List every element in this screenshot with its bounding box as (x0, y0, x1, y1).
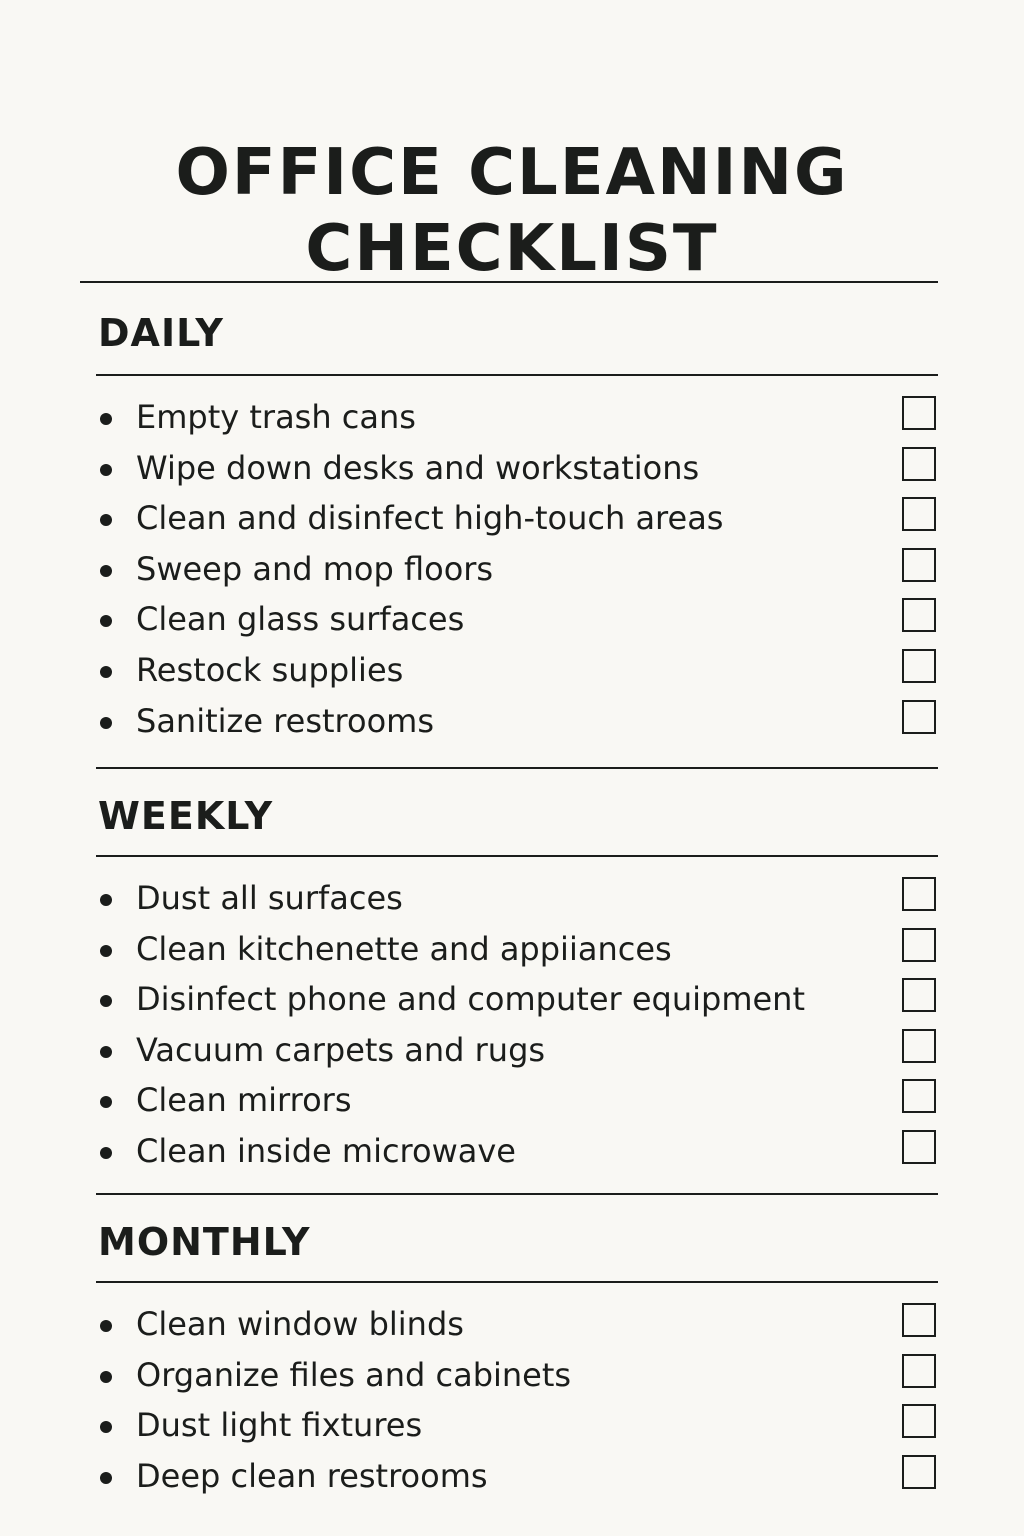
section-divider-monthly (96, 1281, 938, 1283)
page-title (0, 135, 1024, 287)
list-item (96, 596, 938, 647)
list-item (96, 1453, 938, 1504)
bullet-icon (100, 717, 112, 729)
list-item (96, 546, 938, 597)
bullet-icon (100, 995, 112, 1007)
bullet-icon (100, 1371, 112, 1383)
list-item (96, 1077, 938, 1128)
section-divider-weekly (96, 855, 938, 857)
daily-task-list (96, 394, 938, 748)
list-item (96, 875, 938, 926)
bullet-icon (100, 894, 112, 906)
section-heading-monthly: MONTHLY (98, 1220, 311, 1264)
page-title-line-2: CHECKLIST (305, 211, 719, 286)
task-label: Organize files and cabinets (136, 1355, 572, 1394)
task-checkbox[interactable] (902, 928, 936, 962)
task-label: Disinfect phone and computer equipment (136, 980, 805, 1019)
task-label: Clean mirrors (136, 1081, 352, 1120)
bullet-icon (100, 1096, 112, 1108)
task-label: Clean kitchenette and appiiances (136, 929, 672, 968)
bullet-icon (100, 945, 112, 957)
list-item (96, 495, 938, 546)
list-item (96, 976, 938, 1027)
list-item (96, 647, 938, 698)
task-checkbox[interactable] (902, 396, 936, 430)
task-label: Clean inside microwave (136, 1131, 516, 1170)
bullet-icon (100, 1046, 112, 1058)
task-checkbox[interactable] (902, 649, 936, 683)
task-label: Sweep and mop floors (136, 549, 494, 588)
task-checkbox[interactable] (902, 978, 936, 1012)
bullet-icon (100, 514, 112, 526)
task-checkbox[interactable] (902, 1354, 936, 1388)
list-item (96, 445, 938, 496)
task-checkbox[interactable] (902, 1455, 936, 1489)
task-checkbox[interactable] (902, 1130, 936, 1164)
task-checkbox[interactable] (902, 497, 936, 531)
list-item (96, 1301, 938, 1352)
bullet-icon (100, 1320, 112, 1332)
task-checkbox[interactable] (902, 447, 936, 481)
task-label: Clean glass surfaces (136, 600, 465, 639)
list-item (96, 1352, 938, 1403)
bullet-icon (100, 666, 112, 678)
task-checkbox[interactable] (902, 700, 936, 734)
section-heading-weekly: WEEKLY (98, 794, 274, 838)
task-label: Clean window blinds (136, 1305, 464, 1343)
task-checkbox[interactable] (902, 1079, 936, 1113)
task-label: Sanitize restrooms (136, 701, 434, 740)
bullet-icon (100, 413, 112, 425)
task-checkbox[interactable] (902, 1404, 936, 1438)
task-checkbox[interactable] (902, 1303, 936, 1337)
section-heading-daily: DAILY (98, 311, 224, 355)
page-title-line-1: OFFICE CLEANING (175, 135, 849, 210)
weekly-task-list (96, 875, 938, 1179)
task-checkbox[interactable] (902, 548, 936, 582)
task-label: Wipe down desks and workstations (136, 448, 700, 487)
bullet-icon (100, 1472, 112, 1484)
task-label: Empty trash cans (136, 398, 416, 436)
bullet-icon (100, 615, 112, 627)
task-label: Clean and disinfect high-touch areas (136, 499, 724, 538)
section-divider-weekly-end (96, 1193, 938, 1195)
list-item (96, 698, 938, 749)
section-divider-daily (96, 374, 938, 376)
section-divider-daily-end (96, 767, 938, 769)
task-checkbox[interactable] (902, 877, 936, 911)
task-label: Restock supplies (136, 650, 404, 689)
title-divider (80, 281, 938, 283)
list-item (96, 926, 938, 977)
bullet-icon (100, 464, 112, 476)
task-label: Vacuum carpets and rugs (136, 1030, 546, 1069)
list-item (96, 394, 938, 445)
task-checkbox[interactable] (902, 1029, 936, 1063)
bullet-icon (100, 1421, 112, 1433)
list-item (96, 1402, 938, 1453)
monthly-task-list (96, 1301, 938, 1503)
list-item (96, 1128, 938, 1179)
task-label: Dust light fixtures (136, 1406, 423, 1445)
bullet-icon (100, 1147, 112, 1159)
task-checkbox[interactable] (902, 598, 936, 632)
task-label: Deep clean restrooms (136, 1456, 488, 1495)
bullet-icon (100, 565, 112, 577)
task-label: Dust all surfaces (136, 879, 403, 917)
list-item (96, 1027, 938, 1078)
